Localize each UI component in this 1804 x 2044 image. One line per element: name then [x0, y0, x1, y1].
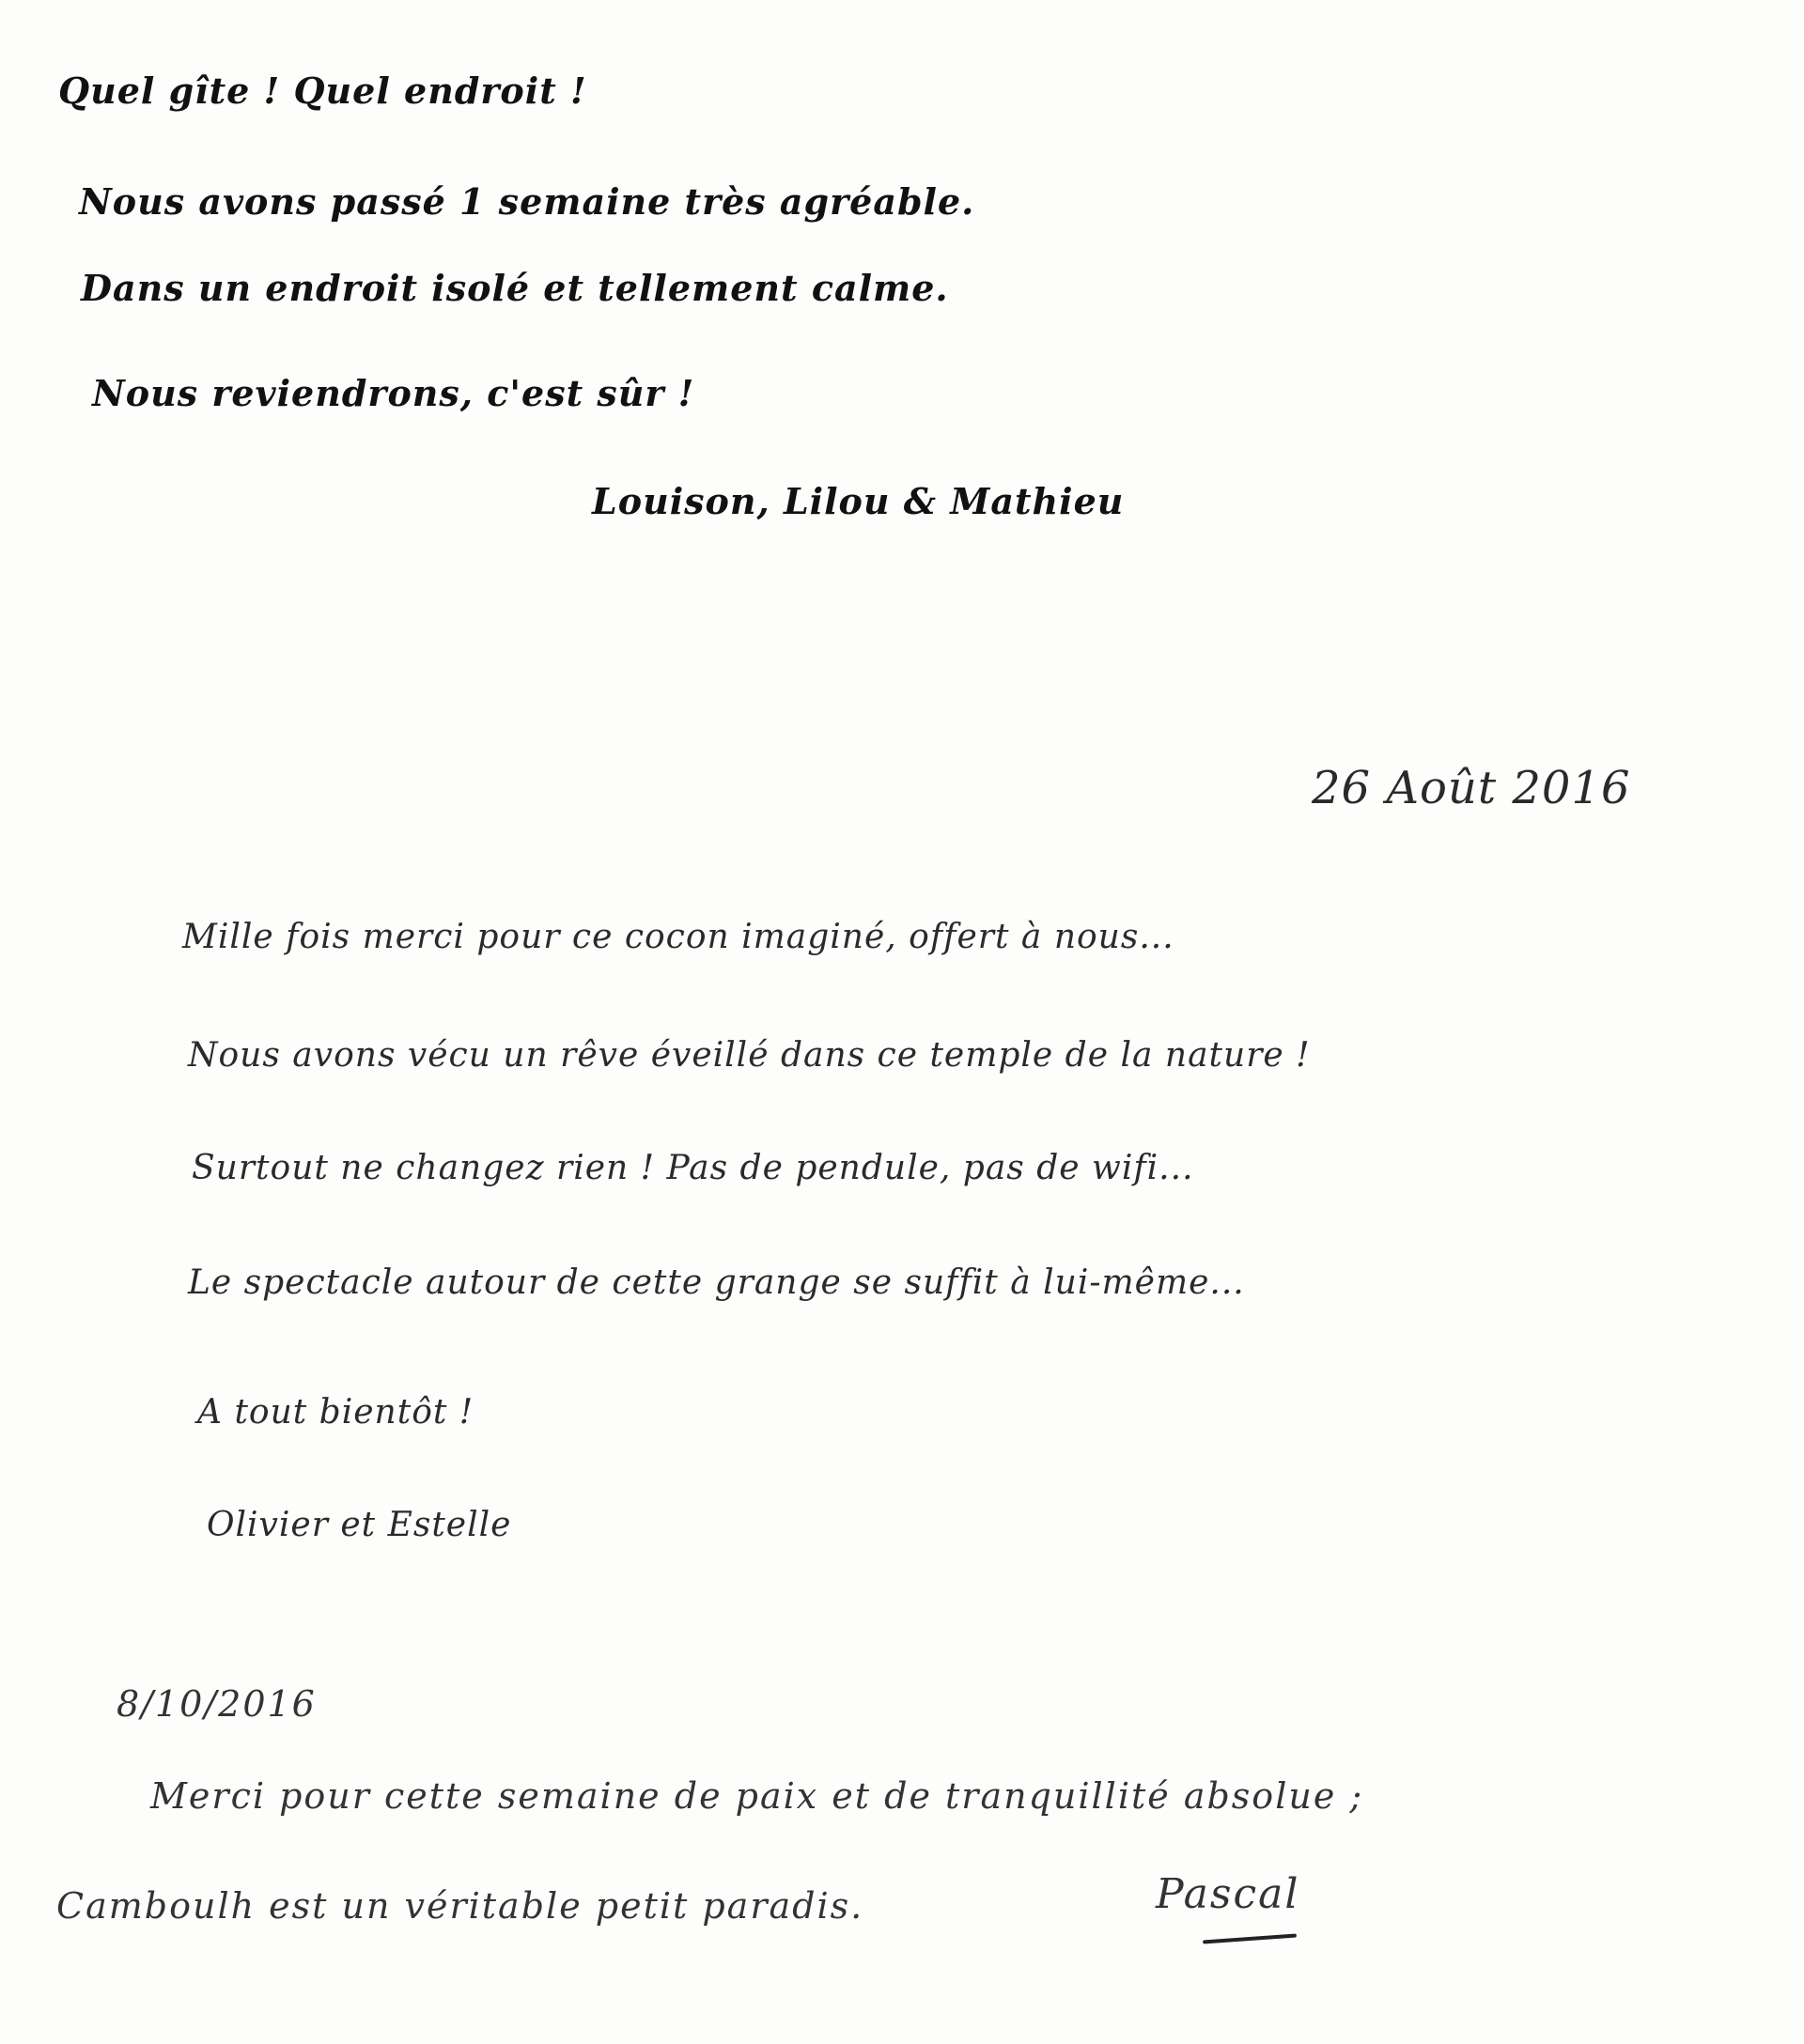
entry-line: A tout bientôt ! — [197, 1393, 474, 1432]
entry-line: Nous reviendrons, c'est sûr ! — [92, 372, 695, 414]
entry-line: Le spectacle autour de cette grange se suffit à lui-même... — [188, 1263, 1245, 1302]
entry-line: Mille fois merci pour ce cocon imaginé, offert à nous... — [182, 918, 1174, 956]
entry-line: Dans un endroit isolé et tellement calme. — [81, 267, 949, 309]
entry-line: Surtout ne changez rien ! Pas de pendule, pas de wifi... — [192, 1149, 1194, 1187]
entry-signature: Olivier et Estelle — [207, 1506, 512, 1544]
entry-line: Nous avons vécu un rêve éveillé dans ce temple de la nature ! — [188, 1036, 1311, 1075]
entry-date: 26 Août 2016 — [1312, 762, 1631, 814]
entry-line: Nous avons passé 1 semaine très agréable. — [79, 180, 975, 223]
entry-line: Quel gîte ! Quel endroit ! — [58, 70, 587, 112]
entry-signature: Pascal — [1156, 1870, 1300, 1918]
entry-line: Camboulh est un véritable petit paradis. — [56, 1885, 864, 1927]
signature-underline — [1203, 1934, 1297, 1944]
entry-date: 8/10/2016 — [117, 1683, 317, 1725]
entry-line: Merci pour cette semaine de paix et de tranquillité absolue ; — [150, 1775, 1364, 1817]
entry-signature: Louison, Lilou & Mathieu — [592, 480, 1125, 522]
